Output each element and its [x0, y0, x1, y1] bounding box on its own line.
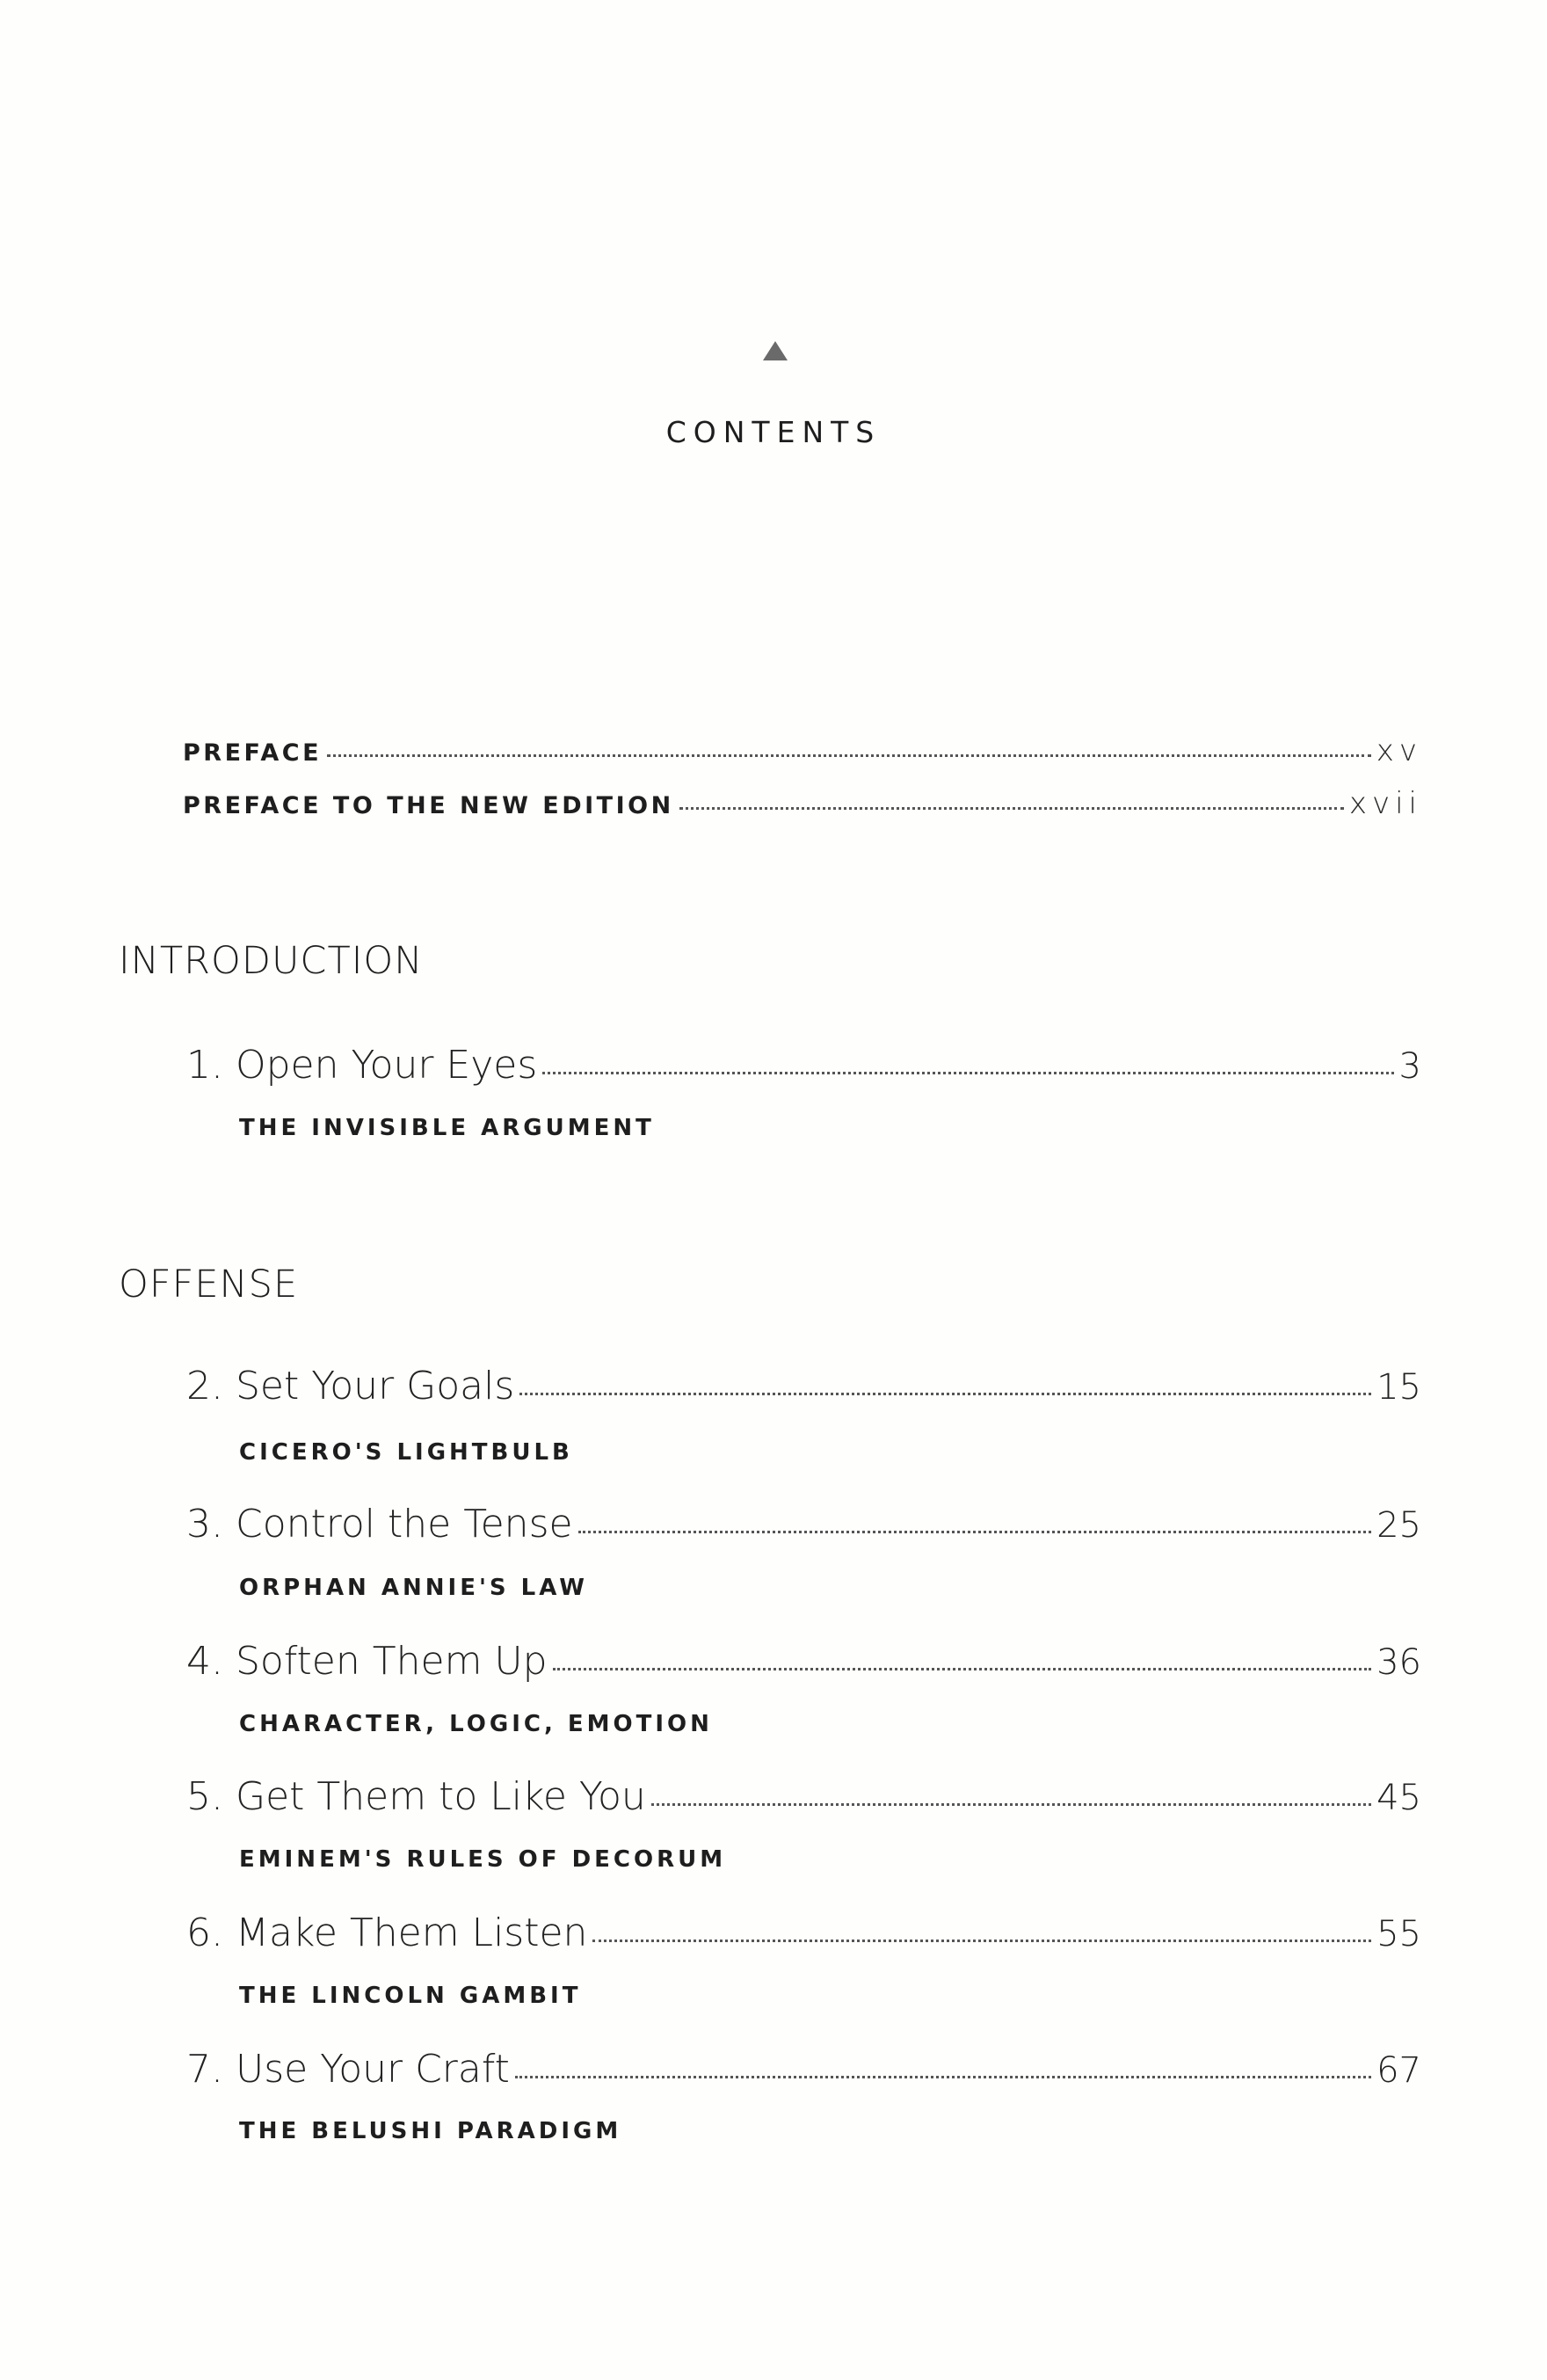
dot-leader — [592, 1940, 1371, 1942]
chapter-title-group — [186, 2047, 510, 2092]
page-title: CONTENTS — [665, 415, 882, 449]
entry-label: PREFACE — [183, 739, 323, 767]
toc-entry-chapter-4[interactable] — [186, 1639, 1421, 1684]
dot-leader — [578, 1531, 1372, 1533]
chapter-title-group — [186, 1364, 514, 1408]
page-number: 55 — [1376, 1914, 1421, 1954]
chapter-subtitle: THE LINCOLN GAMBIT — [239, 1983, 582, 2009]
page-number: 45 — [1376, 1778, 1421, 1818]
chapter-number: 5. — [186, 1774, 223, 1819]
chapter-subtitle: CICERO'S LIGHTBULB — [239, 1439, 573, 1466]
triangle-icon — [763, 341, 788, 360]
chapter-subtitle: THE INVISIBLE ARGUMENT — [239, 1115, 655, 1141]
page-number: 15 — [1376, 1367, 1421, 1408]
toc-entry-preface-new-edition[interactable] — [183, 786, 1422, 821]
dot-leader — [515, 2076, 1371, 2078]
dot-leader — [327, 754, 1371, 757]
toc-entry-chapter-7[interactable] — [186, 2047, 1421, 2092]
chapter-number: 6. — [186, 1911, 223, 1955]
dot-leader — [553, 1668, 1372, 1670]
chapter-subtitle: THE BELUSHI PARADIGM — [239, 2118, 622, 2144]
dot-leader — [542, 1072, 1393, 1074]
chapter-title: Open Your Eyes — [235, 1043, 538, 1088]
chapter-title-group — [186, 1911, 587, 1955]
chapter-subtitle: EMINEM'S RULES OF DECORUM — [239, 1846, 727, 1873]
chapter-number: 4. — [186, 1639, 223, 1684]
toc-entry-preface[interactable] — [183, 733, 1422, 768]
chapter-title: Soften Them Up — [235, 1639, 548, 1684]
toc-entry-chapter-3[interactable] — [186, 1502, 1421, 1547]
page-number: 3 — [1398, 1046, 1421, 1087]
chapter-title: Set Your Goals — [235, 1364, 515, 1408]
chapter-title-group — [186, 1502, 573, 1547]
chapter-number: 3. — [186, 1502, 223, 1547]
page-number: 25 — [1376, 1505, 1421, 1546]
page-number: 67 — [1376, 2050, 1421, 2091]
chapter-number: 2. — [186, 1364, 223, 1408]
page-number: 36 — [1376, 1642, 1421, 1683]
chapter-title-group — [186, 1774, 646, 1819]
dot-leader — [651, 1803, 1371, 1806]
toc-entry-chapter-6[interactable] — [186, 1911, 1421, 1955]
chapter-title-group — [186, 1639, 548, 1684]
chapter-title: Get Them to Like You — [235, 1774, 646, 1819]
dot-leader — [519, 1393, 1371, 1395]
toc-entry-chapter-1[interactable] — [186, 1043, 1421, 1088]
part-heading-offense: OFFENSE — [119, 1263, 299, 1306]
chapter-title: Use Your Craft — [235, 2047, 510, 2092]
chapter-number: 1. — [186, 1043, 223, 1088]
toc-entry-chapter-5[interactable] — [186, 1774, 1421, 1819]
chapter-subtitle: ORPHAN ANNIE'S LAW — [239, 1575, 588, 1601]
chapter-title: Make Them Listen — [235, 1911, 588, 1955]
chapter-number: 7. — [186, 2047, 223, 2092]
part-heading-introduction: INTRODUCTION — [119, 939, 424, 983]
page-number: xv — [1376, 733, 1422, 768]
toc-entry-chapter-2[interactable] — [186, 1364, 1421, 1408]
chapter-title-group — [186, 1043, 537, 1088]
page-number: xvii — [1348, 786, 1422, 821]
entry-label: PREFACE TO THE NEW EDITION — [183, 792, 674, 819]
chapter-title: Control the Tense — [235, 1502, 573, 1547]
chapter-subtitle: CHARACTER, LOGIC, EMOTION — [239, 1711, 713, 1737]
dot-leader — [679, 807, 1344, 810]
